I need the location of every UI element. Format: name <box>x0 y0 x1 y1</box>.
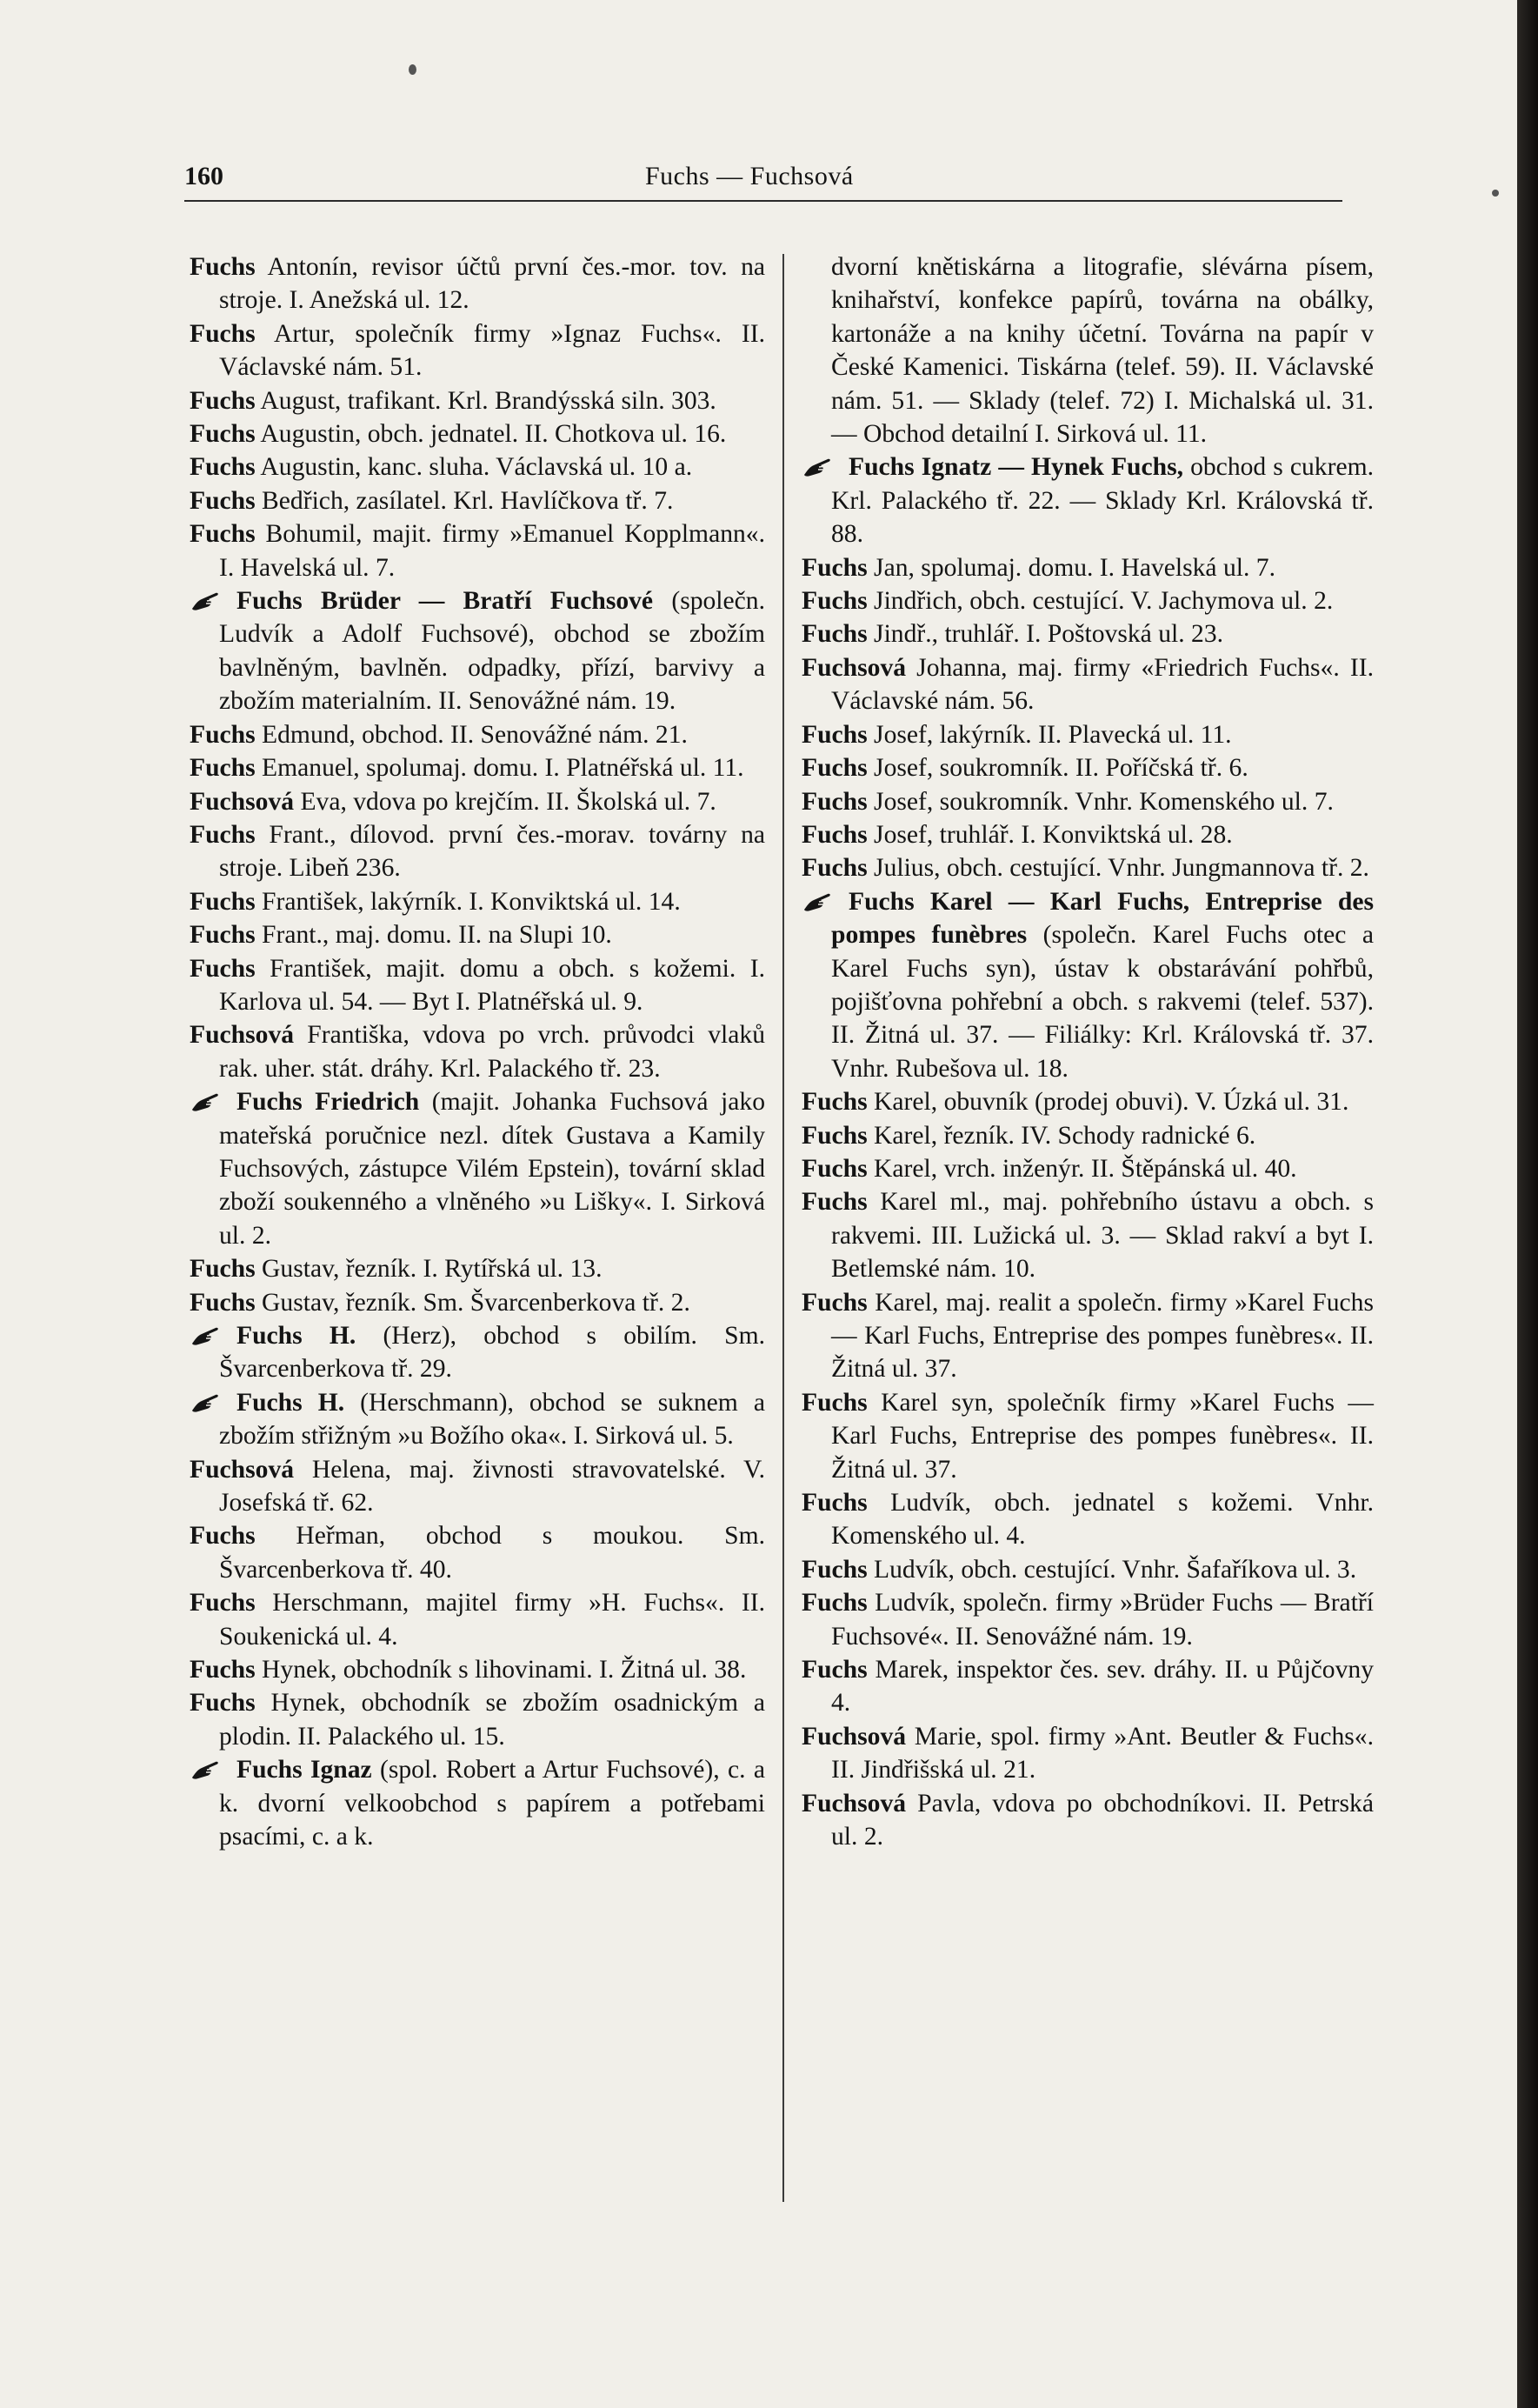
entry-text: Helena, maj. živnosti stravovatelské. V. Josefská tř. 62. <box>219 1455 765 1518</box>
entry-text: Gustav, řezník. Sm. Švarcenberkova tř. 2. <box>255 1288 690 1317</box>
directory-entry <box>802 1720 1374 1787</box>
entry-surname: Fuchs Ignatz — Hynek Fuchs, <box>849 453 1184 482</box>
entry-text: Hynek, obchodník se zbožím osadnickým a plodin. II. Palackého ul. 15. <box>219 1689 765 1751</box>
entry-text: Heřman, obchod s moukou. Sm. Švarcenberkova tř. 40. <box>219 1522 765 1584</box>
entry-surname: Fuchsová <box>802 1722 907 1751</box>
entry-text: Julius, obch. cestující. Vnhr. Jungmannova tř. 2. <box>867 854 1369 883</box>
entry-text: Ludvík, obch. jednatel s kožemi. Vnhr. Komenského ul. 4. <box>831 1489 1374 1551</box>
directory-entry <box>802 1553 1374 1586</box>
entry-text: Hynek, obchodník s lihovinami. I. Žitná ul. 38. <box>255 1656 747 1684</box>
entry-surname: Fuchs <box>190 319 256 348</box>
advertisement-entry <box>802 450 1374 550</box>
entry-surname: Fuchs <box>190 1522 256 1551</box>
entry-surname: Fuchs <box>802 587 868 616</box>
entry-text: Jan, spolumaj. domu. I. Havelská ul. 7. <box>867 553 1275 582</box>
directory-entry <box>802 1586 1374 1653</box>
directory-entry <box>802 851 1374 884</box>
directory-entry <box>190 885 765 918</box>
entry-text: Marek, inspektor čes. sev. dráhy. II. u Půjčovny 4. <box>831 1656 1374 1718</box>
directory-entry <box>190 484 765 517</box>
entry-text: Josef, lakýrník. II. Plavecká ul. 11. <box>867 720 1232 749</box>
directory-entry <box>802 718 1374 751</box>
entry-text: August, trafikant. Krl. Brandýsská siln. 303. <box>255 386 716 415</box>
directory-entry <box>802 1486 1374 1553</box>
directory-entry <box>802 785 1374 818</box>
entry-text: Františka, vdova po vrch. průvodci vlaků rak. uher. stát. dráhy. Krl. Palackého tř. 23. <box>219 1021 765 1083</box>
directory-entry <box>190 952 765 1019</box>
entry-surname: Fuchs <box>190 420 256 449</box>
entry-text: Josef, truhlář. I. Konviktská ul. 28. <box>867 820 1233 849</box>
entry-surname: Fuchsová <box>190 787 295 816</box>
entry-surname: Fuchs H. <box>236 1322 356 1350</box>
directory-entry <box>802 1386 1374 1486</box>
entry-surname: Fuchs <box>190 954 256 983</box>
entry-text: Edmund, obchod. II. Senovážné nám. 21. <box>255 720 688 749</box>
entry-surname: Fuchs <box>802 1589 868 1618</box>
entry-text: obchod s cukrem. Krl. Palackého tř. 22. — Sklady Krl. Královská tř. 88. <box>831 453 1375 549</box>
entry-surname: Fuchs <box>190 253 256 281</box>
directory-entry <box>802 1085 1374 1118</box>
entry-text: Karel, maj. realit a společn. firmy »Karel Fuchs — Karl Fuchs, Entreprise des pompes funèbres«. II. Žitná ul. 37. <box>831 1288 1374 1384</box>
directory-entry <box>190 517 765 584</box>
entry-surname: Fuchs <box>190 887 256 916</box>
entry-text: Josef, soukromník. II. Poříčská tř. 6. <box>867 754 1248 783</box>
entry-text: Artur, společník firmy »Ignaz Fuchs«. II. Václavské nám. 51. <box>219 319 765 382</box>
page-number: 160 <box>184 162 223 190</box>
entry-surname: Fuchs <box>190 720 256 749</box>
entry-surname: Fuchs <box>802 1555 868 1584</box>
directory-entry <box>802 1653 1374 1720</box>
entry-text: dvorní knětiskárna a litografie, slévárna písem, knihařství, konfekce papírů, továrna na obálky, kartonáže a na knihy účetní. Továrna na papír v České Kamenici. Tiskárna (telef. 59). II. Václavské nám. 51. — Sklady (telef. 72) I. Michalská ul. 31. — Obchod detailní I. Sirková ul. 11. <box>831 253 1374 449</box>
entry-surname: Fuchs <box>190 386 256 415</box>
directory-entry <box>190 317 765 384</box>
directory-entry <box>190 1686 765 1753</box>
entry-surname: Fuchs <box>802 1489 868 1518</box>
entry-text: Augustin, obch. jednatel. II. Chotkova ul. 16. <box>255 420 727 449</box>
entry-surname: Fuchsová <box>190 1455 295 1484</box>
entry-surname: Fuchs Brüder — Bratří Fuchsové <box>236 587 654 616</box>
directory-entry <box>190 1252 765 1285</box>
advertisement-entry <box>190 1085 765 1252</box>
entry-text: Jindřich, obch. cestující. V. Jachymova ul. 2. <box>867 587 1334 616</box>
entry-text: (spol. Robert a Artur Fuchsové), c. a k. dvorní velkoobchod s papírem a potřebami psacími, c. a k. <box>219 1756 765 1851</box>
directory-entry <box>190 818 765 885</box>
directory-entry <box>802 1787 1374 1854</box>
entry-text: Eva, vdova po krejčím. II. Školská ul. 7. <box>294 787 716 816</box>
right-column <box>802 250 1374 1854</box>
entry-surname: Fuchs <box>802 1656 868 1684</box>
entry-text: Karel ml., maj. pohřebního ústavu a obch. s rakvemi. III. Lužická ul. 3. — Sklad rakví a byt I. Betlemské nám. 10. <box>831 1188 1374 1284</box>
entry-surname: Fuchs <box>802 1154 868 1183</box>
directory-entry <box>190 1586 765 1653</box>
entry-text: Ludvík, společn. firmy »Brüder Fuchs — Bratří Fuchsové«. II. Senovážné nám. 19. <box>831 1589 1374 1651</box>
directory-entry <box>190 1018 765 1085</box>
entry-surname: Fuchs Karel — Karl Fuchs, Entreprise des pompes funèbres <box>831 887 1374 950</box>
directory-entry <box>190 250 765 317</box>
entry-text: (Herschmann), obchod se suknem a zbožím střižným »u Božího oka«. I. Sirková ul. 5. <box>219 1388 765 1451</box>
column-divider <box>782 254 784 2202</box>
directory-entry <box>190 918 765 951</box>
directory-entry <box>802 1152 1374 1185</box>
directory-entry <box>190 785 765 818</box>
entry-text: Josef, soukromník. Vnhr. Komenského ul. 7. <box>867 787 1334 816</box>
entry-text: Frant., dílovod. první čes.-morav. továrny na stroje. Libeň 236. <box>219 820 765 883</box>
entry-text: Augustin, kanc. sluha. Václavská ul. 10 a. <box>255 453 693 482</box>
directory-entry <box>802 584 1374 617</box>
entry-surname: Fuchs <box>802 1088 868 1117</box>
advertisement-entry <box>190 584 765 718</box>
directory-entry <box>802 617 1374 650</box>
entry-surname: Fuchs <box>802 1188 868 1217</box>
entry-surname: Fuchs <box>190 820 256 849</box>
entry-surname: Fuchs <box>190 1689 256 1718</box>
directory-entry <box>190 417 765 450</box>
entry-text: Karel, vrch. inženýr. II. Štěpánská ul. 40. <box>867 1154 1297 1183</box>
entry-text: Karel, obuvník (prodej obuvi). V. Úzká ul. 31. <box>867 1088 1349 1117</box>
entry-surname: Fuchs <box>802 720 868 749</box>
left-column <box>190 250 765 1854</box>
entry-surname: Fuchs <box>190 1589 256 1618</box>
entry-text: Emanuel, spolumaj. domu. I. Platnéřská ul. 11. <box>255 754 744 783</box>
entry-text: Frant., maj. domu. II. na Slupi 10. <box>255 921 612 950</box>
pointing-hand-icon <box>190 1759 228 1780</box>
entry-surname: Fuchs <box>190 1656 256 1684</box>
entry-surname: Fuchs <box>802 553 868 582</box>
entry-surname: Fuchs <box>802 1288 868 1317</box>
entry-surname: Fuchs <box>802 854 868 883</box>
directory-entry <box>802 1185 1374 1285</box>
entry-surname: Fuchsová <box>802 653 907 682</box>
entry-text: Gustav, řezník. I. Rytířská ul. 13. <box>255 1255 603 1284</box>
entry-surname: Fuchs <box>190 921 256 950</box>
directory-entry <box>802 751 1374 784</box>
directory-entry <box>190 1519 765 1586</box>
page-edge-shadow <box>1517 0 1538 2408</box>
entry-surname: Fuchs <box>802 1388 868 1417</box>
directory-entry <box>190 718 765 751</box>
pointing-hand-icon <box>190 1091 228 1112</box>
entry-text: (společn. Ludvík a Adolf Fuchsové), obchod se zbožím bavlněným, bavlněn. odpadky, přízí, barvivy a zbožím materialním. II. Senovážné nám. 19. <box>219 587 765 716</box>
entry-surname: Fuchs H. <box>236 1388 345 1417</box>
pointing-hand-icon <box>190 590 228 611</box>
entry-text: Bedřich, zasílatel. Krl. Havlíčkova tř. 7. <box>255 486 674 515</box>
entry-continuation <box>802 250 1374 450</box>
entry-text: Johanna, maj. firmy «Friedrich Fuchs«. II. Václavské nám. 56. <box>831 653 1374 716</box>
entry-text: Jindř., truhlář. I. Poštovská ul. 23. <box>867 620 1224 649</box>
entry-surname: Fuchs <box>802 754 868 783</box>
entry-surname: Fuchs <box>190 754 256 783</box>
entry-text: František, lakýrník. I. Konviktská ul. 14. <box>255 887 681 916</box>
directory-entry <box>190 751 765 784</box>
pointing-hand-icon <box>190 1392 228 1413</box>
directory-entry <box>190 1453 765 1520</box>
print-speck <box>409 64 416 75</box>
entry-surname: Fuchs <box>190 1288 256 1317</box>
entry-surname: Fuchs <box>802 1121 868 1150</box>
entry-surname: Fuchs <box>190 486 256 515</box>
entry-surname: Fuchsová <box>802 1789 907 1818</box>
advertisement-entry <box>190 1319 765 1386</box>
entry-surname: Fuchs <box>802 820 868 849</box>
entry-surname: Fuchs Ignaz <box>236 1756 372 1784</box>
pointing-hand-icon <box>802 457 840 477</box>
entry-surname: Fuchs Friedrich <box>236 1088 420 1117</box>
entry-surname: Fuchs <box>802 620 868 649</box>
entry-text: (Herz), obchod s obilím. Sm. Švarcenberkova tř. 29. <box>219 1322 765 1384</box>
entry-text: Herschmann, majitel firmy »H. Fuchs«. II. Soukenická ul. 4. <box>219 1589 765 1651</box>
directory-entry <box>802 551 1374 584</box>
directory-entry <box>802 651 1374 718</box>
pointing-hand-icon <box>190 1325 228 1346</box>
entry-surname: Fuchsová <box>190 1021 295 1050</box>
entry-text: Antonín, revisor účtů první čes.-mor. tov. na stroje. I. Anežská ul. 12. <box>219 253 765 315</box>
entry-text: Ludvík, obch. cestující. Vnhr. Šafaříkova ul. 3. <box>867 1555 1357 1584</box>
entry-text: Bohumil, majit. firmy »Emanuel Kopplmann«. I. Havelská ul. 7. <box>219 520 765 582</box>
entry-text: Karel, řezník. IV. Schody radnické 6. <box>867 1121 1256 1150</box>
entry-text: (majit. Johanka Fuchsová jako mateřská poručnice nezl. dítek Gustava a Kamily Fuchsových, zástupce Vilém Epstein), tovární sklad zboží soukenného a vlněného »u Lišky«. I. Sirková ul. 2. <box>219 1088 765 1250</box>
directory-entry <box>802 1119 1374 1152</box>
entry-surname: Fuchs <box>190 453 256 482</box>
directory-entry <box>190 1286 765 1319</box>
advertisement-entry <box>190 1386 765 1453</box>
entry-text: František, majit. domu a obch. s kožemi. I. Karlova ul. 54. — Byt I. Platnéřská ul. 9. <box>219 954 765 1016</box>
entry-surname: Fuchs <box>802 787 868 816</box>
directory-entry <box>190 1653 765 1686</box>
advertisement-entry <box>190 1753 765 1853</box>
running-head: Fuchs — Fuchsová <box>645 162 854 190</box>
directory-entry <box>802 818 1374 851</box>
entry-text: (společn. Karel Fuchs otec a Karel Fuchs syn), ústav k obstarávání pohřbů, pojišťovna pohřební a obch. s rakvemi (telef. 537). II. Žitná ul. 37. — Filiálky: Krl. Královská tř. 37. Vnhr. Rubešova ul. 18. <box>831 921 1374 1083</box>
directory-entry <box>190 450 765 484</box>
entry-text: Karel syn, společník firmy »Karel Fuchs — Karl Fuchs, Entreprise des pompes funèbres«. II. Žitná ul. 37. <box>831 1388 1374 1484</box>
advertisement-entry <box>802 885 1374 1085</box>
directory-entry <box>190 384 765 417</box>
directory-entry <box>802 1286 1374 1386</box>
page-header <box>184 150 1349 202</box>
entry-surname: Fuchs <box>190 1255 256 1284</box>
header-rule <box>184 200 1342 202</box>
entry-text: Pavla, vdova po obchodníkovi. II. Petrská ul. 2. <box>831 1789 1374 1851</box>
print-speck <box>1492 190 1499 197</box>
pointing-hand-icon <box>802 891 840 912</box>
entry-text: Marie, spol. firmy »Ant. Beutler & Fuchs«. II. Jindřišská ul. 21. <box>831 1722 1374 1784</box>
entry-surname: Fuchs <box>190 520 256 549</box>
